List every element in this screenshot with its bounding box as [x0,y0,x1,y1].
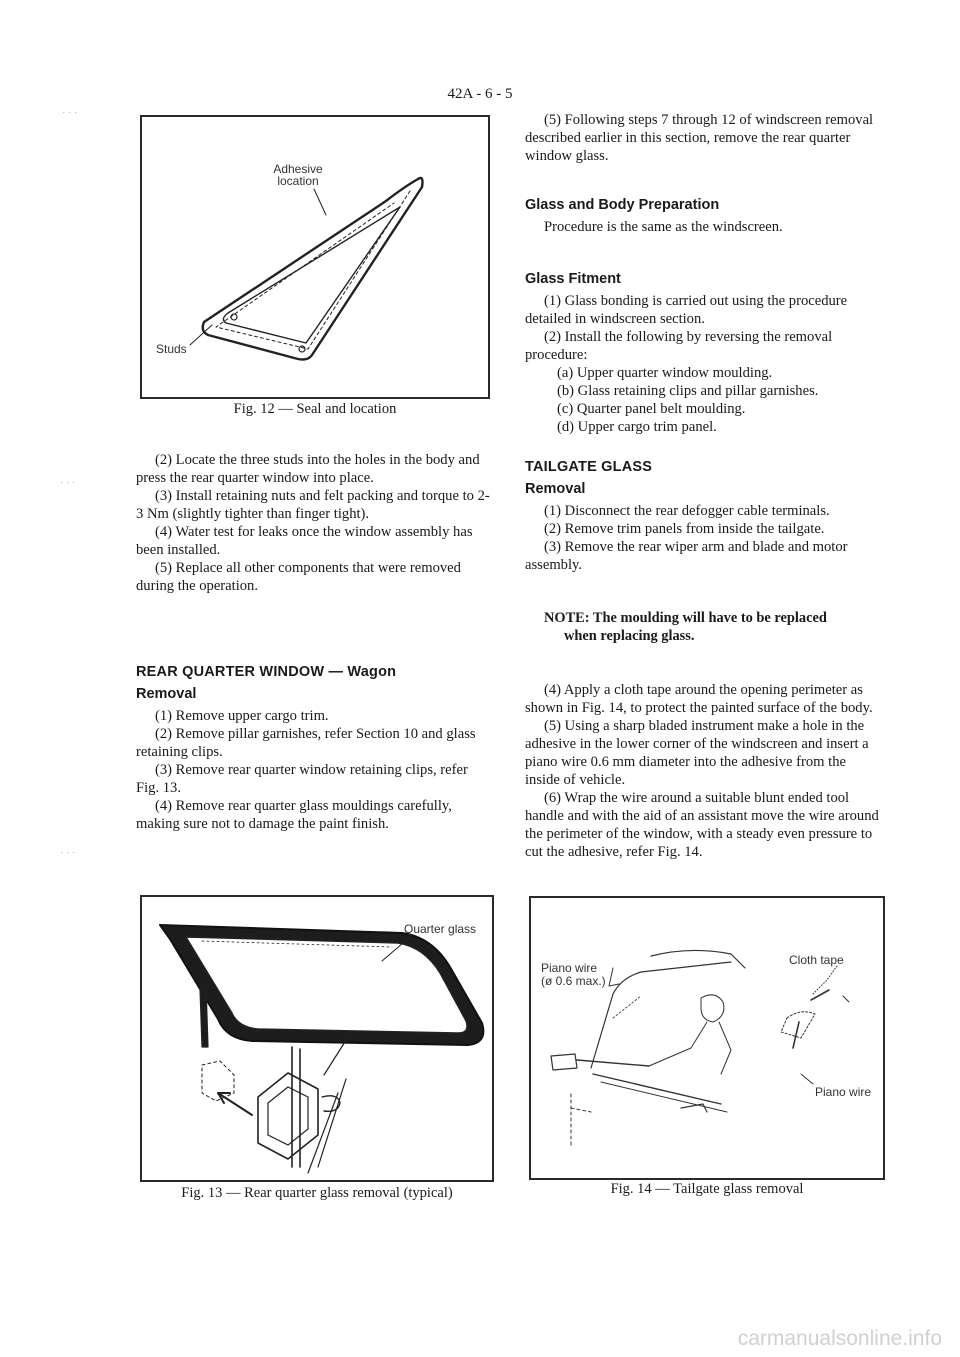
glass-fitment-section [525,270,883,436]
figure-14-caption: Fig. 14 — Tailgate glass removal [610,1181,804,1197]
rear-quarter-step-2: (2) Remove pillar garnishes, refer Section 10 and glass retaining clips. [136,726,476,760]
glass-fitment-subitem-b: (b) Glass retaining clips and pillar garnishes. [557,383,819,399]
scan-speck: ⋅ ⋅ ⋅ [62,108,78,119]
label-piano-wire: Piano wire [541,961,598,975]
scan-speck: ⋅ ⋅ ⋅ [60,848,76,859]
glass-fitment-step-1: (1) Glass bonding is carried out using the procedure detailed in windscreen section. [525,293,848,327]
tailgate-note [544,609,884,645]
tailgate-step-2: (2) Remove trim panels from inside the tailgate. [544,521,825,537]
left-step-4: (4) Water test for leaks once the window assembly has been installed. [136,524,473,558]
tailgate-step-4: (4) Apply a cloth tape around the opening perimeter as shown in Fig. 14, to protect the painted surface of the body. [525,682,873,716]
rear-quarter-step-3: (3) Remove rear quarter window retaining clips, refer Fig. 13. [136,762,468,796]
rear-quarter-step-1: (1) Remove upper cargo trim. [155,708,329,724]
tailgate-step-5: (5) Using a sharp bladed instrument make a hole in the adhesive in the lower corner of the windscreen and insert a piano wire 0.6 mm diameter into the adhesive from the inside of vehicle. [525,718,869,788]
glass-body-prep-text: Procedure is the same as the windscreen. [544,219,783,235]
watermark: carmanualsonline.info [737,1327,942,1350]
figure-14-tailgate-glass-removal [529,896,885,1180]
glass-fitment-subitem-a: (a) Upper quarter window moulding. [557,365,773,381]
right-intro-block [525,111,883,165]
label-quarter-glass: Quarter glass [404,922,477,936]
quarter-glass-drawing [142,897,492,1180]
rear-quarter-section [136,663,490,833]
rear-quarter-step-4: (4) Remove rear quarter glass mouldings carefully, making sure not to damage the paint finish. [136,798,452,832]
figure-13-caption: Fig. 13 — Rear quarter glass removal (typical) [181,1185,453,1201]
rear-quarter-removal-heading: Removal [136,686,197,702]
figure-12-seal-location [140,115,490,399]
figure-13-rear-quarter-glass [140,895,494,1182]
rear-quarter-heading: REAR QUARTER WINDOW — Wagon [136,664,397,680]
tailgate-heading: TAILGATE GLASS [525,459,653,475]
label-cloth-tape: Cloth tape [789,953,844,967]
glass-body-prep-heading: Glass and Body Preparation [525,197,720,213]
label-piano-wire-diameter: (ø 0.6 max.) [541,974,606,988]
tailgate-step-3: (3) Remove the rear wiper arm and blade and motor assembly. [525,539,848,573]
glass-fitment-heading: Glass Fitment [525,271,621,287]
tailgate-step-1: (1) Disconnect the rear defogger cable terminals. [544,503,830,519]
glass-fitment-subitem-d: (d) Upper cargo trim panel. [557,419,717,435]
quarter-window-seal-drawing [142,117,488,397]
tailgate-note-line-1: NOTE: The moulding will have to be replaced [544,610,827,626]
scan-speck: ⋅ ⋅ ⋅ [60,478,76,489]
label-piano-wire-detail: Piano wire [815,1085,872,1099]
tailgate-glass-section [525,458,883,574]
tailgate-steps-continued [525,681,883,861]
left-step-5: (5) Replace all other components that were removed during the operation. [136,560,461,594]
left-steps-block [136,451,490,595]
tailgate-removal-heading: Removal [525,481,586,497]
glass-fitment-subitem-c: (c) Quarter panel belt moulding. [557,401,746,417]
page-number: 42A - 6 - 5 [447,86,513,102]
glass-fitment-step-2: (2) Install the following by reversing the removal procedure: [525,329,833,363]
tailgate-step-6: (6) Wrap the wire around a suitable blunt ended tool handle and with the aid of an assistant move the wire around the perimeter of the window, with a steady even pressure to cut the adhesive, refer Fig. 14. [525,790,879,860]
label-adhesive-location: Adhesive location [273,162,323,188]
right-step-5-intro: (5) Following steps 7 through 12 of windscreen removal described earlier in this section, remove the rear quarter window glass. [525,112,874,164]
label-studs: Studs [156,342,187,356]
tailgate-note-line-2: when replacing glass. [564,628,695,644]
left-step-3: (3) Install retaining nuts and felt packing and torque to 2-3 Nm (slightly tighter than finger tight). [136,488,490,522]
glass-body-preparation-section [525,196,883,236]
left-step-2: (2) Locate the three studs into the holes in the body and press the rear quarter window into place. [136,452,480,486]
tailgate-glass-removal-drawing [531,898,883,1178]
figure-12-caption: Fig. 12 — Seal and location [233,401,397,417]
